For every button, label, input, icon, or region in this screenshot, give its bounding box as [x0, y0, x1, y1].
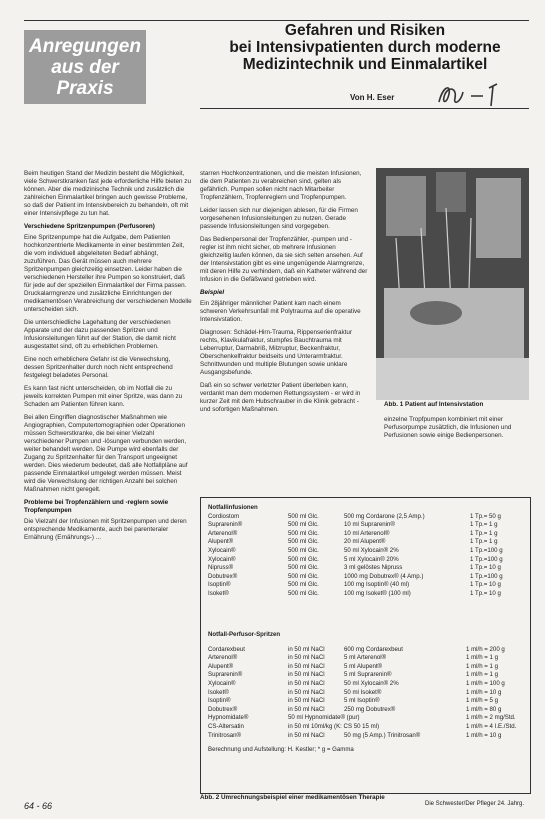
- table-cell: 50 ml Hypnomidate® (pur): [288, 714, 360, 722]
- table-cell: 5 ml Xylocain® 20%: [344, 555, 399, 563]
- table-note: [208, 746, 526, 755]
- table-cell: Cordiostom: [208, 512, 240, 520]
- table-cell: 3 ml gelöstes Nipruss: [344, 564, 403, 572]
- table-cell: 500 ml Glc.: [288, 538, 319, 546]
- journal-name: Die Schwester/Der Pfleger 24. Jahrg.: [425, 801, 525, 807]
- table-cell: 1 Tp.= 50 g: [470, 512, 501, 520]
- table-perfusor-spritzen: [208, 631, 526, 755]
- table-cell: Xylocain®: [208, 555, 236, 563]
- paragraph: Es kann fast nicht unterscheiden, ob im Notfall die zu jeweils korrekten Pumpen mit einer Spritze, was dann zu Schaden am Patienten führen kann.: [24, 385, 183, 408]
- table-row: [208, 689, 526, 698]
- table-cell: 1 Tp.= 10 g: [470, 581, 501, 589]
- paragraph: Die Vielzahl der Infusionen mit Spritzenpumpen und deren entsprechende Medikamente, auch bei parenteraler Ernährung (Ernährungs-) ...: [24, 518, 187, 541]
- paragraph: einzelne Tropfpumpen kombiniert mit einer Perfusorpumpe zusätzlich, die Infusionen und Perfusionen sowie einige Bedienpersonen.: [384, 416, 512, 439]
- table-cell: in 50 ml NaCl: [288, 705, 325, 713]
- table-cell: 500 ml Glc.: [288, 546, 319, 554]
- page-number: 64 - 66: [24, 801, 53, 811]
- table-caption: Abb. 2 Umrechnungsbeispiel einer medikamentösen Therapie: [200, 794, 385, 801]
- table-row: [208, 564, 526, 573]
- table-row: [208, 530, 526, 539]
- table-cell: 20 ml Alupent®: [344, 538, 386, 546]
- table-cell: Alupent®: [208, 662, 234, 670]
- table-cell: 500 ml Glc.: [288, 521, 319, 529]
- table-cell: 1 ml/h = 4 I.E./Std.: [466, 722, 517, 730]
- table-cell: 1 ml/h = 1 g: [466, 671, 499, 679]
- table-row: [208, 547, 526, 556]
- paragraph: Bei allen Eingriffen diagnostischer Maßnahmen wie Angiographien, Computertomographien oder Operationen müssen Schwerstkranke, die bei einer Vielzahl verschiedener Pumpen und -lösungen verbunden werden, weiter behandelt werden. Die Pumpe wird ebenfalls der Zugang zu Spritzenhalter für den Transport ungeeignet werden. Dies wiederum bedeutet, daß alle Notfallpläne auf passende Einmalartikel umgelegt werden müssen. Meist wird die Verwechslung der richtigen Anzahl bei solchen Maßnahmen nicht geregelt.: [24, 414, 188, 493]
- title-line-3: Medizintechnik und Einmalartikel: [242, 56, 488, 73]
- table-cell: Isoptin®: [208, 581, 231, 589]
- table-cell: in 50 ml NaCl: [288, 688, 325, 696]
- paragraph: starren Hochkonzentrationen, und die meisten Infusionen, die dem Patienten zu verabreichen sind, gelten als gefährlich. Pumpen sollen nicht nach Mitarbeiter Tropfenzählern, Tropfenreglern und Tropfenpumpen.: [200, 170, 362, 201]
- table-cell: 1 Tp.= 1 g: [470, 538, 498, 546]
- table-notfallinfusionen: [208, 504, 526, 599]
- table-cell: 5 ml Arterenol®: [344, 654, 387, 662]
- table-row: [208, 646, 526, 655]
- table-cell: 1 Tp.= 10 g: [470, 564, 501, 572]
- table-cell: Nipruss®: [208, 564, 234, 572]
- table-row: [208, 590, 526, 599]
- table-cell: 500 mg Cordarone (2,5 Amp.): [344, 512, 425, 520]
- table-cell: 50 ml Xylocain® 2%: [344, 679, 399, 687]
- table-cell: Cordarexbeut: [208, 645, 245, 653]
- table-row: [208, 714, 526, 723]
- table-row: [208, 581, 526, 590]
- column-3-text: [384, 416, 529, 445]
- note-text: Berechnung und Aufstellung: H. Kestler; * g = Gamma: [208, 746, 354, 754]
- table-cell: in 50 ml NaCl: [288, 697, 325, 705]
- table-cell: in 50 ml NaCl: [288, 679, 325, 687]
- paragraph: Die unterschiedliche Lagehaltung der verschiedenen Apparate und der dazu passenden Spritzen und Infusionsleitungen führt auf der Station, die damit nicht ausgestattet sind, oft zu erheblichen Problemen.: [24, 319, 176, 350]
- table-row: [208, 706, 526, 715]
- table-cell: 1 ml/h = 80 g: [466, 705, 502, 713]
- table-cell: 500 ml Glc.: [288, 572, 319, 580]
- example-heading: Beispiel: [200, 289, 225, 296]
- table-cell: Alupent®: [208, 538, 234, 546]
- table-cell: in 50 ml 10ml/kg (K: CS 50 15 ml): [288, 722, 380, 730]
- table-cell: 1 ml/h = 5 g: [466, 697, 499, 705]
- table-row: [208, 654, 526, 663]
- table-row: [208, 680, 526, 689]
- table-row: [208, 556, 526, 565]
- table-cell: Suprarenin®: [208, 521, 243, 529]
- paragraph: Eine noch erheblichere Gefahr ist die Verwechslung, dessen Spritzenhalter durch noch nicht entsprechend festgelegt beladetes Personal.: [24, 356, 173, 379]
- paragraph: Daß ein so schwer verletzter Patient überleben kann, verdankt man dem modernen Rettungssystem - er wird in kurzer Zeit mit dem Hubschrauber in die Klinik gebracht - und sofortigen Maßnahmen.: [200, 382, 361, 413]
- paragraph: Leider lassen sich nur diejenigen ablesen, für die Firmen vorgesehenen Infusionsleitungen zu nutzen. Gerade passende Infusionsleitungen sind vorgegeben.: [200, 207, 358, 230]
- table-cell: in 50 ml NaCl: [288, 662, 325, 670]
- table-cell: 1 ml/h = 1 g: [466, 654, 499, 662]
- table-row: [208, 663, 526, 672]
- section-heading-drip-counters: Probleme bei Tropfenzählern und -reglern sowie Tropfenpumpen: [24, 499, 169, 514]
- table-cell: Trinitrosan®: [208, 731, 242, 739]
- table-row: [208, 671, 526, 680]
- table-cell: 600 mg Cordarexbeut: [344, 645, 403, 653]
- column-1: [24, 170, 192, 795]
- table-cell: Dobutrex®: [208, 572, 238, 580]
- table-cell: Isoptin®: [208, 697, 231, 705]
- table-cell: Dobutrex®: [208, 705, 238, 713]
- table-row: [208, 538, 526, 547]
- table-cell: 10 ml Arterenol®: [344, 529, 390, 537]
- table-cell: 1 Tp.= 10 g: [470, 589, 501, 597]
- table-cell: in 50 ml NaCl: [288, 671, 325, 679]
- table-cell: 1 Tp.=100 g: [470, 546, 503, 554]
- table-row: [208, 573, 526, 582]
- table-cell: 100 mg Isoket® (100 ml): [344, 589, 411, 597]
- table-header: [208, 631, 526, 640]
- table-header: [208, 504, 526, 513]
- table-cell: Arterenol®: [208, 529, 238, 537]
- table-cell: 1 ml/h = 100 g: [466, 679, 505, 687]
- paragraph: Diagnosen: Schädel-Hirn-Trauma, Rippenserienfraktur rechts, Klavikulafraktur, stumpfes Bauchtrauma mit Leberruptur, Darmabriß, Milzruptur, Beckenfraktur, Oberschenkelfraktur beidseits und Unterarmfraktur. Schnittwunden und multiple Blutungen sowie unklare Ausgangsbefunde.: [200, 329, 353, 376]
- table-row: [208, 697, 526, 706]
- patient-photo: [376, 168, 529, 400]
- table-title: Notfall-Perfusor-Spritzen: [208, 631, 281, 638]
- author: Von H. Eser: [350, 93, 395, 102]
- table-cell: 1 Tp.=100 g: [470, 555, 503, 563]
- table-cell: 500 ml Glc.: [288, 555, 319, 563]
- table-cell: 1 ml/h = 10 g: [466, 688, 502, 696]
- handwritten-signature: [435, 80, 515, 116]
- table-cell: 250 mg Dobutrex®: [344, 705, 396, 713]
- table-row: [208, 521, 526, 530]
- table-cell: 50 ml Xylocain® 2%: [344, 546, 399, 554]
- article-title: [200, 22, 530, 73]
- paragraph: Das Bedienpersonal der Tropfenzähler, -pumpen und -regler ist ihm nicht sicher, ob mehrere Infusionen gleichzeitig laufen können, da sie sich selten ansehen. Auf der Intensivstation gibt es eine ungenügende Alarmgrenze, mit deren Hilfe zu verhindern, daß ein Katheter während der Infusion in die Gefäßwand getrieben wird.: [200, 236, 368, 283]
- column-2: [200, 170, 368, 413]
- paragraph: Eine Spritzenpumpe hat die Aufgabe, dem Patienten hochkonzentrierte Medikamente in einer bestimmten Zeit, die vom individuell abgeleiteten Bedarf abhängt, zuzuführen. Das Gerät müssen auch mehrere Spritzenpumpen gleichzeitig einsetzen. Leider haben die verschiedenen Hersteller ihre Pumpen so konstruiert, daß für jede auf der speziellen Einmalartikel der Firma passen. Druckalarmgrenze und zusätzliche Einrichtungen der medikamentösen Verabreichung der verschiedenen Modelle unterscheiden sich.: [24, 234, 192, 313]
- title-line-2: bei Intensivpatienten durch moderne: [229, 39, 501, 56]
- table-cell: 50 mg (5 Amp.) Trinitrosan®: [344, 731, 421, 739]
- table-cell: Isoket®: [208, 688, 229, 696]
- title-line-1: Gefahren und Risiken: [284, 22, 446, 39]
- banner-line-1: Anregungen: [29, 35, 141, 57]
- table-cell: 5 ml Suprarenin®: [344, 671, 392, 679]
- table-cell: 500 ml Glc.: [288, 529, 319, 537]
- table-cell: 1 Tp.=100 g: [470, 572, 503, 580]
- table-cell: 50 ml Isoket®: [344, 688, 382, 696]
- table-cell: 500 ml Glc.: [288, 564, 319, 572]
- section-heading-perfusors: Verschiedene Spritzenpumpen (Perfusoren): [24, 223, 155, 230]
- table-cell: Hypnomidate®: [208, 714, 249, 722]
- table-cell: Arterenol®: [208, 654, 238, 662]
- banner-line-2: aus der Praxis: [51, 56, 119, 99]
- table-cell: in 50 ml NaCl: [288, 654, 325, 662]
- table-cell: 1 ml/h = 2 mg/Std.: [466, 714, 516, 722]
- intro-paragraph: Beim heutigen Stand der Medizin besteht die Möglichkeit, viele Schwerstkranken fast jede erforderliche Hilfe bieten zu können. Aber die medizinische Technik und zusätzlich die zahlreichen Einmalartikel bringen auch gewisse Probleme, so daß der Patient im Intensivbereich zu behandeln, oft mit einer Intensivpflege zu tun hat.: [24, 170, 191, 217]
- table-cell: 500 ml Glc.: [288, 581, 319, 589]
- table-row: [208, 513, 526, 522]
- table-cell: 1 Tp.= 1 g: [470, 521, 498, 529]
- table-cell: 1 Tp.= 1 g: [470, 529, 498, 537]
- table-cell: Isoket®: [208, 589, 229, 597]
- table-row: [208, 732, 526, 741]
- figure-caption: Abb. 1 Patient auf Intensivstation: [384, 401, 484, 408]
- table-row: [208, 723, 526, 732]
- top-rule: [24, 20, 529, 21]
- table-title: Notfallinfusionen: [208, 504, 258, 511]
- table-cell: 1 ml/h = 1 g: [466, 662, 499, 670]
- table-cell: 500 ml Glc.: [288, 589, 319, 597]
- table-cell: 500 ml Glc.: [288, 512, 319, 520]
- table-cell: 5 ml Isoptin®: [344, 697, 380, 705]
- table-cell: Xylocain®: [208, 546, 236, 554]
- table-cell: 1000 mg Dobutrex® (4 Amp.): [344, 572, 424, 580]
- table-cell: CS-Altersatin: [208, 722, 244, 730]
- table-cell: Suprarenin®: [208, 671, 243, 679]
- section-banner: [24, 30, 146, 104]
- table-cell: 10 ml Suprarenin®: [344, 521, 395, 529]
- paragraph: Ein 28jähriger männlicher Patient kam nach einem schweren Verkehrsunfall mit Polytrauma auf die operative Intensivstation.: [200, 300, 361, 323]
- table-cell: in 50 ml NaCl: [288, 731, 325, 739]
- table-cell: Xylocain®: [208, 679, 236, 687]
- table-cell: in 50 ml NaCl: [288, 645, 325, 653]
- table-cell: 5 ml Alupent®: [344, 662, 383, 670]
- table-cell: 1 ml/h = 200 g: [466, 645, 505, 653]
- table-cell: 1 ml/h = 10 g: [466, 731, 502, 739]
- table-cell: 100 mg Isoptin® (40 ml): [344, 581, 410, 589]
